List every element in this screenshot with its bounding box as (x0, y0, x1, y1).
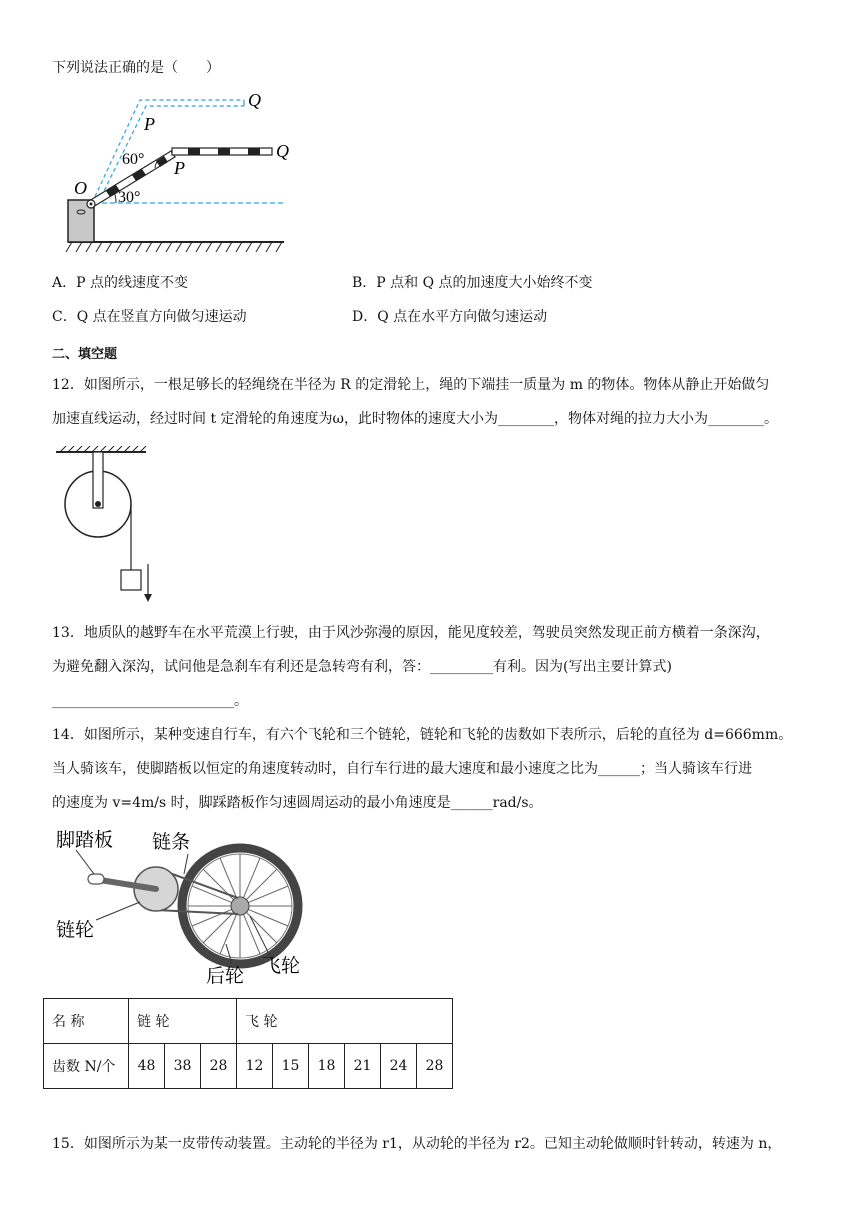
label-q-low: Q (276, 141, 289, 161)
flywheel-teeth-cell: 24 (381, 1044, 417, 1089)
label-p-top: P (144, 114, 155, 134)
flywheel-teeth-cell: 21 (345, 1044, 381, 1089)
q14-line-1: 14．如图所示，某种变速自行车，有六个飞轮和三个链轮，链轮和飞轮的齿数如下表所示，后轮的直径为 d=666mm。 (52, 727, 793, 743)
label-p-low: P (174, 158, 185, 178)
q12-line-1: 12．如图所示，一根足够长的轻绳绕在半径为 R 的定滑轮上，绳的下端挂一质量为 m 的物体。物体从静止开始做匀 (52, 377, 770, 393)
q11-option-c: C．Q 点在竖直方向做匀速运动 (52, 309, 247, 325)
label-o: O (74, 178, 87, 198)
label-q-top: Q (248, 90, 261, 110)
q14-line-2: 当人骑该车，使脚踏板以恒定的角速度转动时，自行车行进的最大速度和最小速度之比为______；当人骑该车行进 (52, 761, 752, 777)
label-60-degree: 60° (122, 151, 145, 168)
q14-bicycle-figure (56, 824, 316, 992)
q11-option-d: D．Q 点在水平方向做匀速运动 (352, 309, 548, 325)
q13-line-3: __________________________。 (52, 693, 248, 709)
chainring-teeth-cell: 28 (201, 1044, 237, 1089)
label-flywheel: 飞轮 (262, 956, 301, 977)
label-rear-wheel: 后轮 (206, 966, 245, 987)
q13-line-1: 13．地质队的越野车在水平荒漠上行驶，由于风沙弥漫的原因，能见度较差，驾驶员突然发现正前方横着一条深沟， (52, 625, 770, 641)
q14-line-3: 的速度为 v=4m/s 时，脚踩踏板作匀速圆周运动的最小角速度是______rad/s。 (52, 795, 543, 811)
q12-line-2: 加速直线运动，经过时间 t 定滑轮的角速度为ω，此时物体的速度大小为________，物体对绳的拉力大小为________。 (52, 411, 778, 427)
label-chain: 链条 (152, 832, 191, 853)
q11-stem: 下列说法正确的是（ ） (52, 60, 220, 76)
table-row (44, 1044, 453, 1089)
q11-option-a: A．P 点的线速度不变 (52, 275, 188, 291)
flywheel-teeth-cell: 15 (273, 1044, 309, 1089)
header-flywheel: 飞 轮 (237, 999, 453, 1044)
flywheel-teeth-cell: 12 (237, 1044, 273, 1089)
chainring-teeth-cell: 48 (129, 1044, 165, 1089)
q11-option-b: B．P 点和 Q 点的加速度大小始终不变 (352, 275, 593, 291)
flywheel-teeth-cell: 18 (309, 1044, 345, 1089)
section-heading-fill-in: 二、填空题 (52, 347, 118, 362)
q13-line-2: 为避免翻入深沟，试问他是急刹车有利还是急转弯有利，答：_________有利。因为(写出主要计算式) (52, 659, 672, 675)
q12-pulley-figure (54, 446, 164, 606)
gear-teeth-table (43, 998, 453, 1089)
row-label-teeth: 齿数 N/个 (44, 1044, 129, 1089)
label-30-degree: 30° (118, 189, 141, 206)
header-chainring: 链 轮 (129, 999, 237, 1044)
q15-line-1: 15．如图所示为某一皮带传动装置。主动轮的半径为 r1，从动轮的半径为 r2。已知主动轮做顺时针转动，转速为 n， (52, 1136, 782, 1152)
table-row (44, 999, 453, 1044)
header-name: 名 称 (44, 999, 129, 1044)
q11-barrier-figure (58, 90, 298, 260)
label-pedal: 脚踏板 (56, 830, 114, 851)
label-chainring: 链轮 (56, 920, 95, 941)
chainring-teeth-cell: 38 (165, 1044, 201, 1089)
flywheel-teeth-cell: 28 (417, 1044, 453, 1089)
